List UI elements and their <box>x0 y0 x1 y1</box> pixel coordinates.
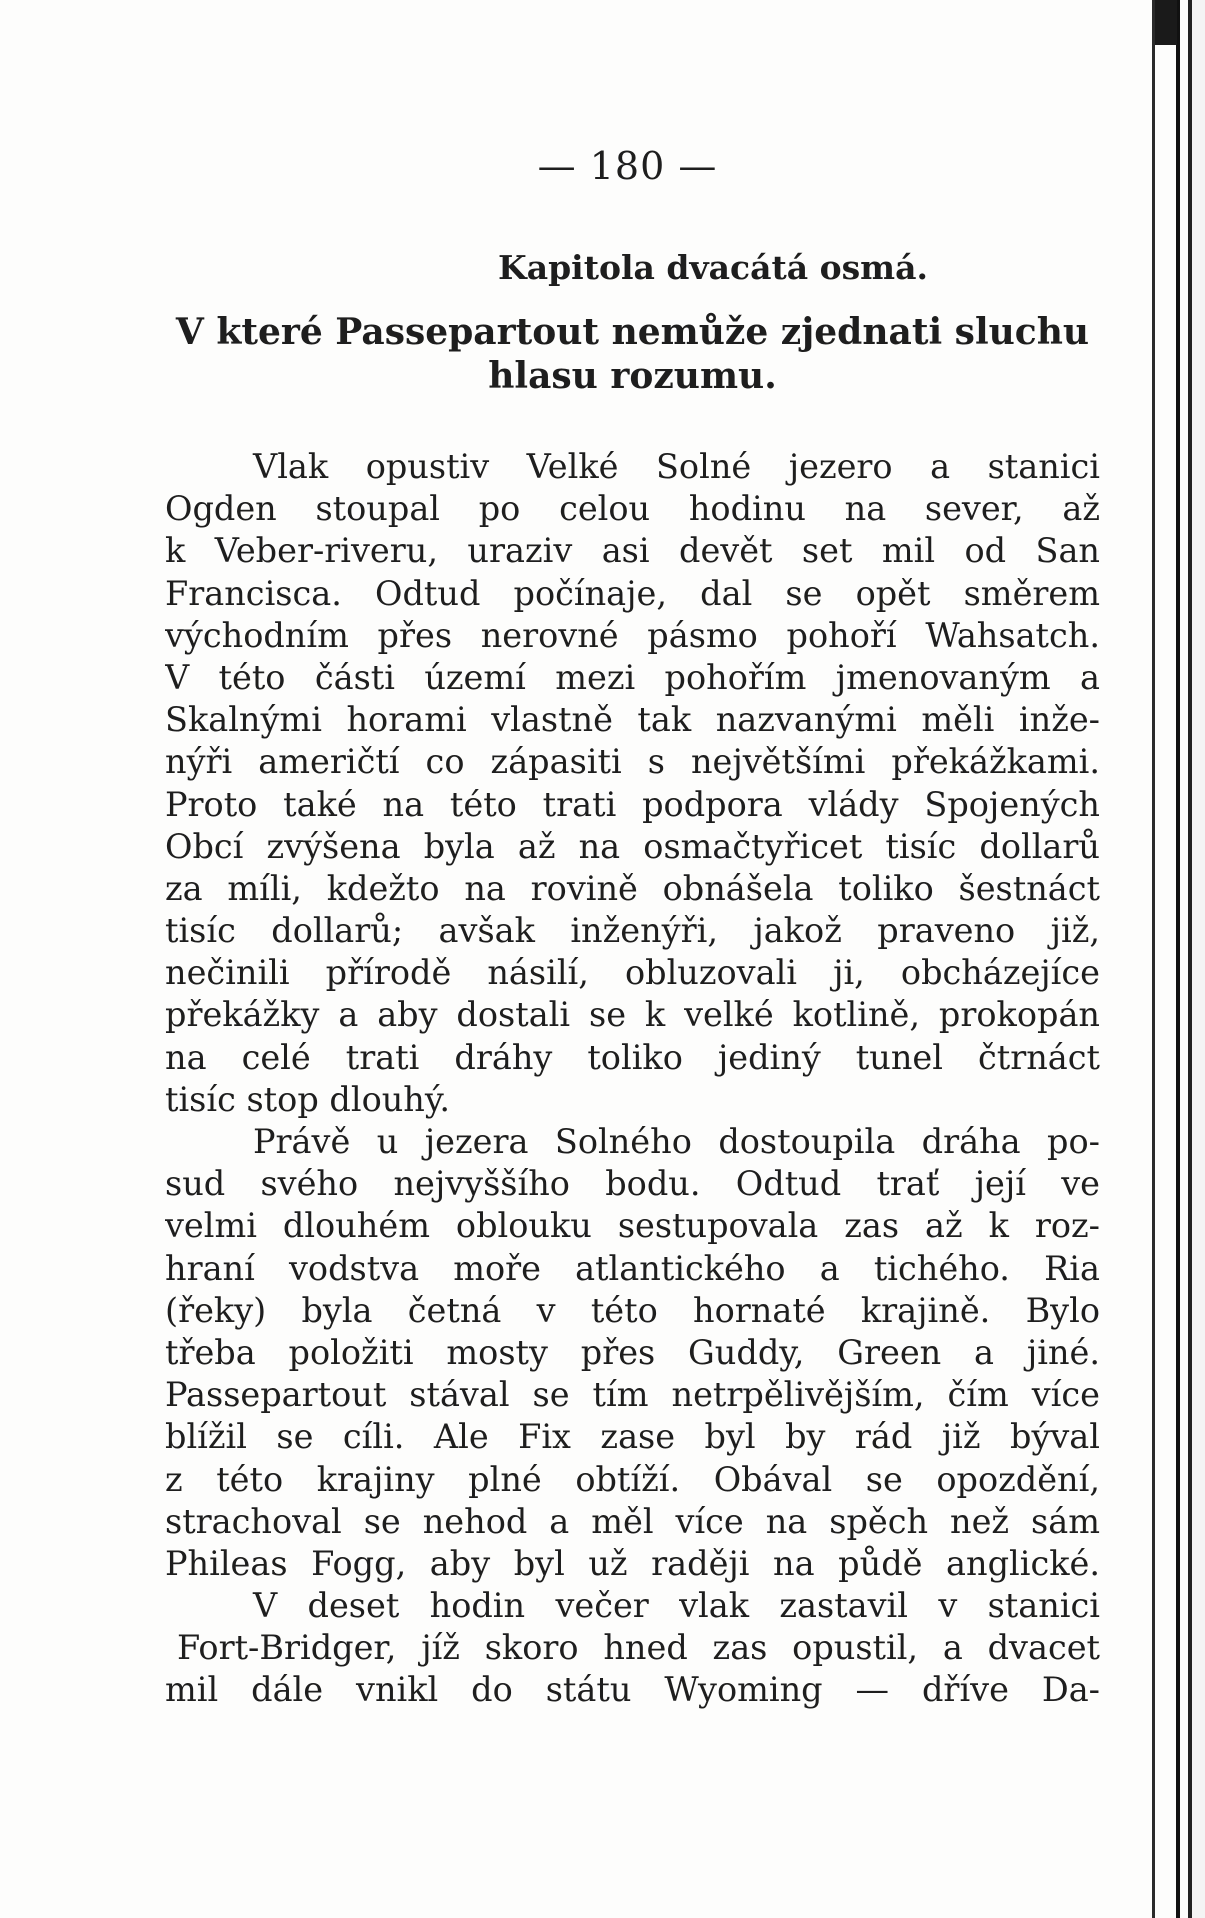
text-line: Fort-Bridger, jíž skoro hned zas opustil, a dvacet <box>177 1628 1100 1668</box>
text-line: za míli, kdežto na rovině obnášela toliko šestnáct <box>165 868 1100 908</box>
text-line: na celé trati dráhy toliko jediný tunel čtrnáct <box>165 1037 1100 1077</box>
page-number: — 180 — <box>537 144 718 188</box>
text-line: V deset hodin večer vlak zastavil v stanici <box>253 1586 1100 1626</box>
chapter-title: Kapitola dvacátá osmá. <box>498 248 928 287</box>
page-edge-line <box>1176 0 1180 1918</box>
text-line: Francisca. Odtud počínaje, dal se opět směrem <box>165 573 1100 613</box>
text-line: (řeky) byla četná v této hornaté krajině. Bylo <box>165 1290 1100 1330</box>
chapter-heading <box>165 310 1100 398</box>
page-edge-line <box>1152 0 1155 1918</box>
text-line: sud svého nejvyššího bodu. Odtud trať její ve <box>165 1164 1100 1204</box>
text-line: nečinili přírodě násilí, obluzovali ji, obcházejíce <box>165 953 1100 993</box>
text-line: z této krajiny plné obtíží. Obával se opozdění, <box>165 1459 1100 1499</box>
text-line: nýři američtí co zápasiti s největšími překážkami. <box>165 742 1100 782</box>
text-line: strachoval se nehod a měl více na spěch než sám <box>165 1501 1100 1541</box>
text-line: Vlak opustiv Velké Solné jezero a stanici <box>253 447 1100 486</box>
text-line: blížil se cíli. Ale Fix zase byl by rád již býval <box>165 1417 1100 1457</box>
text-line: hraní vodstva moře atlantického a tichého. Ria <box>165 1248 1100 1288</box>
text-line: tisíc stop dlouhý. <box>165 1079 451 1119</box>
text-line: Ogden stoupal po celou hodinu na sever, až <box>165 489 1100 529</box>
text-line: tisíc dollarů; avšak inženýři, jakož praveno již, <box>165 911 1100 951</box>
text-line: mil dále vnikl do státu Wyoming — dříve Da- <box>165 1670 1100 1710</box>
page-edge-band <box>1192 0 1205 1918</box>
text-line: Proto také na této trati podpora vlády Spojených <box>165 784 1100 824</box>
scan-shadow <box>1155 0 1177 45</box>
text-line: třeba položiti mosty přes Guddy, Green a jiné. <box>165 1332 1100 1372</box>
text-line: k Veber-riveru, uraziv asi devět set mil od San <box>165 531 1100 571</box>
text-line: Skalnými horami vlastně tak nazvanými měli inže- <box>165 700 1100 740</box>
text-line: Právě u jezera Solného dostoupila dráha po- <box>253 1122 1100 1161</box>
heading-line: V které Passepartout nemůže zjednati sluchu <box>175 311 1090 353</box>
body-text <box>165 446 1100 1712</box>
text-line: velmi dlouhém oblouku sestupovala zas až k roz- <box>165 1206 1100 1246</box>
text-line: Obcí zvýšena byla až na osmačtyřicet tisíc dollarů <box>165 826 1100 866</box>
text-line: Passepartout stával se tím netrpělivějším, čím více <box>165 1375 1100 1415</box>
text-line: V této části území mezi pohořím jmenovaným a <box>165 657 1100 697</box>
heading-line: hlasu rozumu. <box>488 355 777 397</box>
text-line: překážky a aby dostali se k velké kotlině, prokopán <box>165 995 1100 1035</box>
text-line: Phileas Fogg, aby byl už raději na půdě anglické. <box>165 1543 1100 1583</box>
text-line: východním přes nerovné pásmo pohoří Wahsatch. <box>165 615 1100 655</box>
page-edge-line <box>1188 0 1192 1918</box>
